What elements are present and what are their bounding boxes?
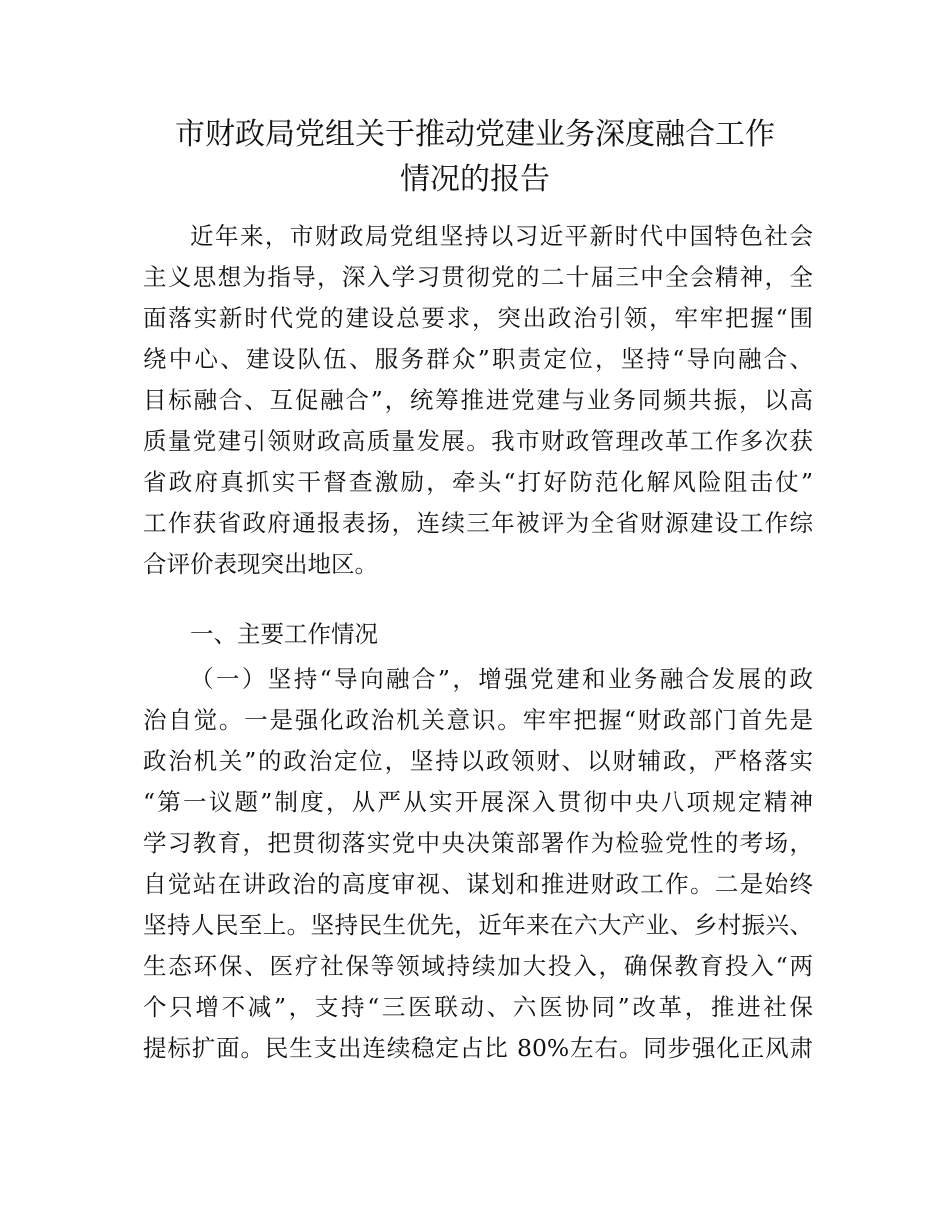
text-line: 政治机关”的政治定位，坚持以政领财、以财辅政，严格落实 (143, 747, 813, 775)
text-line: 省政府真抓实干督查激励，牵头“打好防范化解风险阻击仗” (143, 468, 813, 496)
text-line: 生态环保、医疗社保等领域持续加大投入，确保教育投入“两 (143, 952, 813, 980)
text-line: 工作获省政府通报表扬，连续三年被评为全省财源建设工作综 (143, 509, 813, 537)
text-line: 主义思想为指导，深入学习贯彻党的二十届三中全会精神，全 (143, 263, 813, 291)
text-line: 近年来，市财政局党组坚持以习近平新时代中国特色社会 (190, 222, 813, 250)
text-line: 目标融合、互促融合”，统筹推进党建与业务同频共振，以高 (143, 386, 813, 414)
text-line: 治自觉。一是强化政治机关意识。牢牢把握“财政部门首先是 (143, 706, 813, 734)
document-title-line-2: 情况的报告 (400, 162, 550, 197)
text-line: 坚持人民至上。坚持民生优先，近年来在六大产业、乡村振兴、 (143, 911, 813, 939)
text-line: 合评价表现突出地区。 (143, 550, 378, 578)
text-line: “第一议题”制度，从严从实开展深入贯彻中央八项规定精神 (143, 788, 813, 816)
text-line: 提标扩面。民生支出连续稳定占比 80%左右。同步强化正风肃 (143, 1034, 813, 1062)
text-line: 学习教育，把贯彻落实党中央决策部署作为检验党性的考场， (143, 829, 813, 857)
document-title-line-1: 市财政局党组关于推动党建业务深度融合工作 (175, 117, 775, 152)
text-line: 自觉站在讲政治的高度审视、谋划和推进财政工作。二是始终 (143, 870, 813, 898)
text-line: 个只增不减”，支持“三医联动、六医协同”改革，推进社保 (143, 993, 813, 1021)
text-line: （一）坚持“导向融合”，增强党建和业务融合发展的政 (190, 665, 813, 693)
text-line: 绕中心、建设队伍、服务群众”职责定位，坚持“导向融合、 (143, 345, 813, 373)
section-heading: 一、主要工作情况 (190, 620, 378, 648)
text-line: 质量党建引领财政高质量发展。我市财政管理改革工作多次获 (143, 427, 813, 455)
text-line: 面落实新时代党的建设总要求，突出政治引领，牢牢把握“围 (143, 304, 813, 332)
